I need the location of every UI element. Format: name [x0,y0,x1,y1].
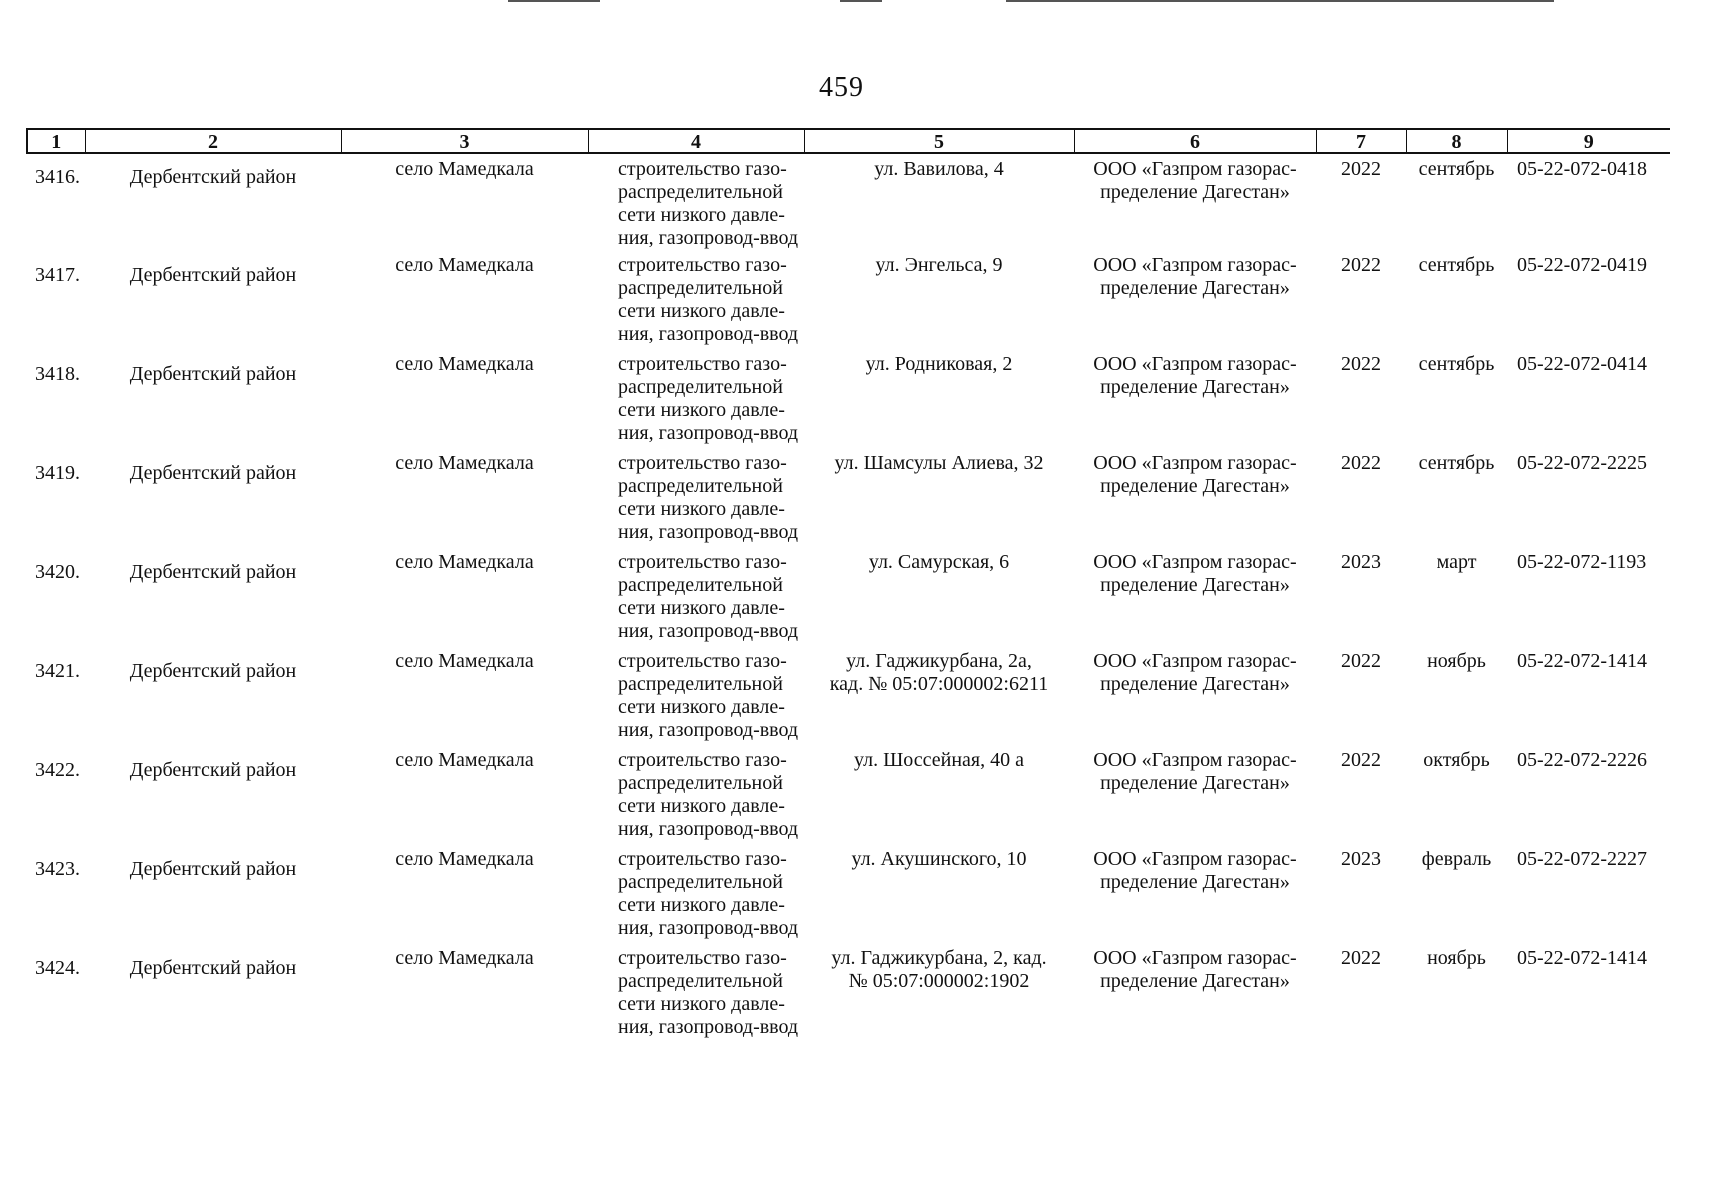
month-cell: февраль [1421,848,1492,870]
address-cell [804,747,1074,846]
work-description-cell-line: строительство газо- [618,158,787,180]
code-cell: 05-22-072-1414 [1517,650,1647,672]
table-row [27,747,1670,846]
address-cell-line: ул. Акушинского, 10 [851,848,1027,870]
address-cell-line: ул. Энгельса, 9 [875,254,1003,276]
work-description-cell-line: распределительной [618,574,783,596]
code-cell: 05-22-072-0414 [1517,353,1647,375]
organization-cell [1074,846,1316,945]
settlement-cell: село Мамедкала [395,947,534,969]
row-number-cell: 3421. [35,660,80,682]
table-body [27,153,1670,1044]
work-description-cell-line: строительство газо- [618,254,787,276]
code-cell: 05-22-072-2225 [1517,452,1647,474]
code-cell: 05-22-072-0418 [1517,158,1647,180]
work-description-cell [588,351,804,450]
code-cell: 05-22-072-2227 [1517,848,1647,870]
month-cell: сентябрь [1418,452,1495,474]
organization-cell-line: ООО «Газпром газорас- [1093,749,1297,771]
settlement-cell: село Мамедкала [395,551,534,573]
district-cell: Дербентский район [129,858,297,880]
organization-cell-line: пределение Дагестан» [1100,772,1290,794]
address-cell [804,153,1074,252]
row-number-cell: 3418. [35,363,80,385]
work-description-cell-line: ния, газопровод-ввод [618,917,799,939]
work-description-cell [588,747,804,846]
work-description-cell-line: сети низкого давле- [618,696,785,718]
table-row [27,945,1670,1044]
year-cell: 2022 [1341,650,1381,672]
district-cell: Дербентский район [129,759,297,781]
address-cell-line: ул. Шоссейная, 40 а [853,749,1024,771]
work-description-cell-line: сети низкого давле- [618,300,785,322]
organization-cell [1074,450,1316,549]
work-description-cell-line: распределительной [618,376,783,398]
work-description-cell [588,648,804,747]
address-cell-line: ул. Гаджикурбана, 2, кад. [831,947,1047,969]
work-description-cell-line: строительство газо- [618,452,787,474]
column-header: 2 [85,129,341,153]
work-description-cell-line: строительство газо- [618,551,787,573]
work-description-cell-line: распределительной [618,181,783,203]
work-description-cell-line: ния, газопровод-ввод [618,1016,799,1038]
work-description-cell-line: распределительной [618,871,783,893]
header-row [27,129,1670,153]
row-number-cell: 3419. [35,462,80,484]
organization-cell-line: ООО «Газпром газорас- [1093,158,1297,180]
address-cell [804,648,1074,747]
work-description-cell [588,549,804,648]
settlement-cell: село Мамедкала [395,452,534,474]
table-row [27,648,1670,747]
district-cell: Дербентский район [129,166,297,188]
year-cell: 2023 [1341,551,1381,573]
organization-cell-line: пределение Дагестан» [1100,277,1290,299]
work-description-cell-line: строительство газо- [618,650,787,672]
address-cell-line: ул. Родниковая, 2 [865,353,1013,375]
organization-cell-line: пределение Дагестан» [1100,970,1290,992]
work-description-cell-line: ния, газопровод-ввод [618,818,799,840]
column-header: 9 [1507,129,1670,153]
table-row [27,549,1670,648]
month-cell: март [1436,551,1477,573]
organization-cell [1074,648,1316,747]
address-cell [804,945,1074,1044]
work-description-cell [588,450,804,549]
table-header [27,129,1670,153]
code-cell: 05-22-072-0419 [1517,254,1647,276]
organization-cell [1074,153,1316,252]
month-cell: сентябрь [1418,254,1495,276]
organization-cell-line: ООО «Газпром газорас- [1093,254,1297,276]
row-number-cell: 3424. [35,957,80,979]
organization-cell-line: ООО «Газпром газорас- [1093,947,1297,969]
work-description-cell-line: строительство газо- [618,848,787,870]
work-description-cell [588,846,804,945]
settlement-cell: село Мамедкала [395,158,534,180]
settlement-cell: село Мамедкала [395,650,534,672]
code-cell: 05-22-072-1193 [1517,551,1647,573]
district-cell: Дербентский район [129,264,297,286]
organization-cell-line: ООО «Газпром газорас- [1093,551,1297,573]
year-cell: 2022 [1341,749,1381,771]
address-cell-line: кад. № 05:07:000002:6211 [829,673,1049,695]
table-row [27,252,1670,351]
organization-cell [1074,747,1316,846]
scan-edge-line-left [508,0,600,2]
address-cell [804,351,1074,450]
registry-table [26,128,1670,1044]
organization-cell-line: ООО «Газпром газорас- [1093,848,1297,870]
year-cell: 2022 [1341,452,1381,474]
organization-cell [1074,549,1316,648]
work-description-cell-line: сети низкого давле- [618,204,785,226]
scan-edge-line-right [1006,0,1554,2]
work-description-cell-line: ния, газопровод-ввод [618,422,799,444]
organization-cell-line: пределение Дагестан» [1100,871,1290,893]
table-row [27,153,1670,252]
month-cell: октябрь [1423,749,1490,771]
page-number: 459 [819,72,864,103]
organization-cell-line: пределение Дагестан» [1100,475,1290,497]
column-header: 3 [341,129,588,153]
district-cell: Дербентский район [129,660,297,682]
table-row [27,846,1670,945]
work-description-cell-line: сети низкого давле- [618,597,785,619]
settlement-cell: село Мамедкала [395,353,534,375]
work-description-cell [588,252,804,351]
code-cell: 05-22-072-2226 [1517,749,1647,771]
district-cell: Дербентский район [129,462,297,484]
year-cell: 2023 [1341,848,1381,870]
organization-cell-line: пределение Дагестан» [1100,673,1290,695]
address-cell [804,846,1074,945]
year-cell: 2022 [1341,353,1381,375]
work-description-cell [588,945,804,1044]
work-description-cell-line: распределительной [618,970,783,992]
work-description-cell-line: распределительной [618,277,783,299]
work-description-cell-line: сети низкого давле- [618,993,785,1015]
year-cell: 2022 [1341,158,1381,180]
address-cell-line: ул. Шамсулы Алиева, 32 [834,452,1044,474]
table-row [27,351,1670,450]
address-cell [804,252,1074,351]
work-description-cell-line: ния, газопровод-ввод [618,323,799,345]
registry-table-container [26,128,1669,1044]
table-row [27,450,1670,549]
month-cell: ноябрь [1427,947,1486,969]
address-cell-line: ул. Вавилова, 4 [874,158,1004,180]
work-description-cell-line: ния, газопровод-ввод [618,719,799,741]
row-number-cell: 3422. [35,759,80,781]
month-cell: сентябрь [1418,158,1495,180]
work-description-cell-line: сети низкого давле- [618,894,785,916]
year-cell: 2022 [1341,947,1381,969]
work-description-cell-line: ния, газопровод-ввод [618,620,799,642]
organization-cell-line: ООО «Газпром газорас- [1093,650,1297,672]
organization-cell-line: ООО «Газпром газорас- [1093,452,1297,474]
settlement-cell: село Мамедкала [395,848,534,870]
work-description-cell-line: ния, газопровод-ввод [618,227,799,249]
column-header: 4 [588,129,804,153]
settlement-cell: село Мамедкала [395,254,534,276]
row-number-cell: 3420. [35,561,80,583]
organization-cell [1074,252,1316,351]
column-header: 6 [1074,129,1316,153]
work-description-cell-line: строительство газо- [618,947,787,969]
column-header: 8 [1406,129,1507,153]
work-description-cell-line: распределительной [618,673,783,695]
year-cell: 2022 [1341,254,1381,276]
work-description-cell-line: распределительной [618,475,783,497]
row-number-cell: 3417. [35,264,80,286]
address-cell-line: ул. Гаджикурбана, 2а, [846,650,1032,672]
address-cell-line: № 05:07:000002:1902 [848,970,1030,992]
organization-cell [1074,945,1316,1044]
organization-cell-line: пределение Дагестан» [1100,376,1290,398]
month-cell: ноябрь [1427,650,1486,672]
row-number-cell: 3423. [35,858,80,880]
organization-cell-line: пределение Дагестан» [1100,181,1290,203]
work-description-cell-line: ния, газопровод-ввод [618,521,799,543]
column-header: 5 [804,129,1074,153]
work-description-cell-line: сети низкого давле- [618,399,785,421]
district-cell: Дербентский район [129,561,297,583]
month-cell: сентябрь [1418,353,1495,375]
district-cell: Дербентский район [129,363,297,385]
work-description-cell-line: сети низкого давле- [618,498,785,520]
work-description-cell-line: распределительной [618,772,783,794]
organization-cell-line: ООО «Газпром газорас- [1093,353,1297,375]
column-header: 1 [27,129,85,153]
address-cell [804,450,1074,549]
settlement-cell: село Мамедкала [395,749,534,771]
column-header: 7 [1316,129,1406,153]
district-cell: Дербентский район [129,957,297,979]
code-cell: 05-22-072-1414 [1517,947,1647,969]
scan-edge-line-center [840,0,882,2]
work-description-cell-line: строительство газо- [618,749,787,771]
address-cell-line: ул. Самурская, 6 [868,551,1010,573]
work-description-cell-line: сети низкого давле- [618,795,785,817]
work-description-cell [588,153,804,252]
organization-cell-line: пределение Дагестан» [1100,574,1290,596]
work-description-cell-line: строительство газо- [618,353,787,375]
organization-cell [1074,351,1316,450]
row-number-cell: 3416. [35,166,80,188]
address-cell [804,549,1074,648]
